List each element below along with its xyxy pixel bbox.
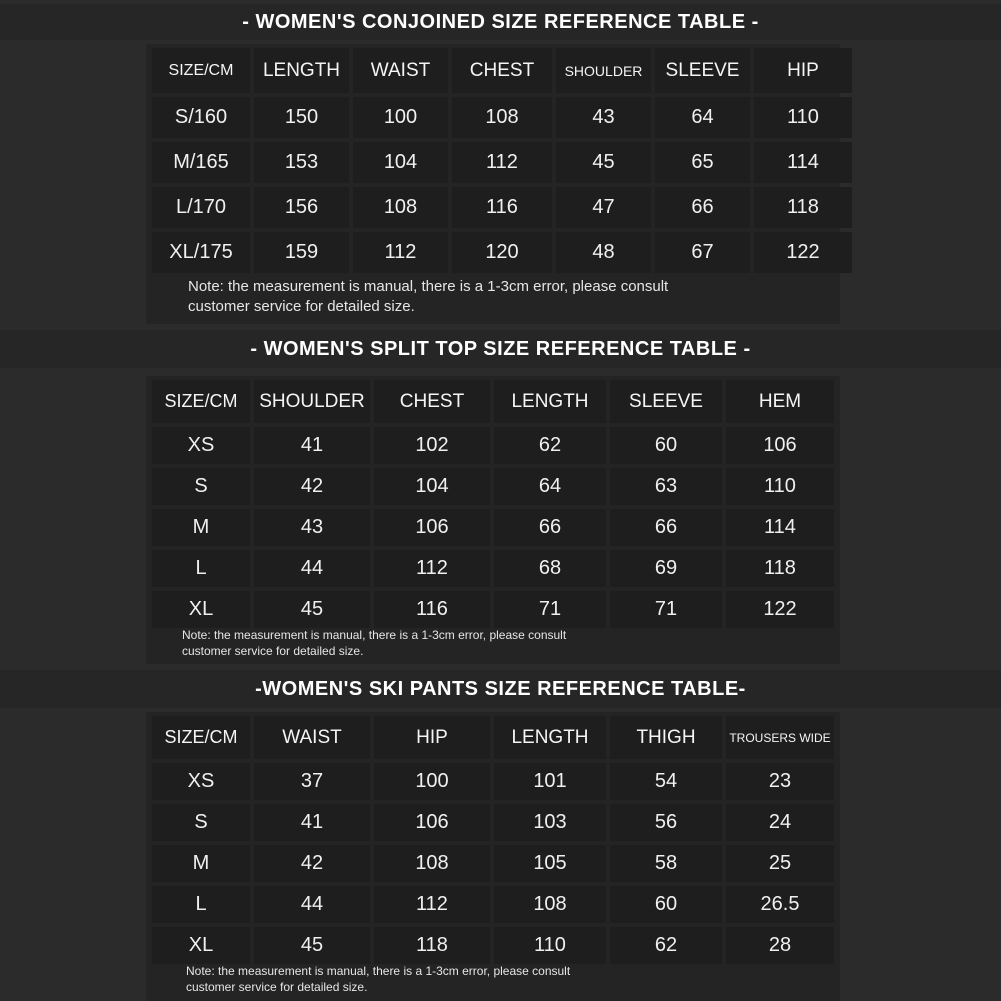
value-cell: 71 bbox=[494, 591, 606, 628]
header-cell: THIGH bbox=[610, 716, 722, 759]
value-cell: 108 bbox=[374, 845, 490, 882]
value-cell: 104 bbox=[374, 468, 490, 505]
size-cell: L bbox=[152, 886, 250, 923]
size-cell: XS bbox=[152, 763, 250, 800]
value-cell: 42 bbox=[254, 468, 370, 505]
header-cell: SIZE/CM bbox=[152, 48, 250, 93]
value-cell: 112 bbox=[374, 550, 490, 587]
value-cell: 120 bbox=[452, 232, 552, 273]
value-cell: 118 bbox=[374, 927, 490, 964]
value-cell: 104 bbox=[353, 142, 448, 183]
value-cell: 108 bbox=[353, 187, 448, 228]
value-cell: 100 bbox=[374, 763, 490, 800]
header-cell: SHOULDER bbox=[254, 380, 370, 423]
table-row bbox=[152, 927, 834, 964]
value-cell: 108 bbox=[494, 886, 606, 923]
size-cell: XS bbox=[152, 427, 250, 464]
value-cell: 106 bbox=[726, 427, 834, 464]
value-cell: 105 bbox=[494, 845, 606, 882]
header-cell: WAIST bbox=[353, 48, 448, 93]
table-row bbox=[152, 427, 834, 464]
value-cell: 110 bbox=[726, 468, 834, 505]
header-cell: SLEEVE bbox=[655, 48, 750, 93]
header-cell: SIZE/CM bbox=[152, 380, 250, 423]
header-cell: SHOULDER bbox=[556, 48, 651, 93]
value-cell: 43 bbox=[556, 97, 651, 138]
size-cell: S bbox=[152, 468, 250, 505]
header-cell: CHEST bbox=[374, 380, 490, 423]
size-cell: XL/175 bbox=[152, 232, 250, 273]
value-cell: 60 bbox=[610, 886, 722, 923]
value-cell: 48 bbox=[556, 232, 651, 273]
header-cell: TROUSERS WIDE bbox=[726, 716, 834, 759]
value-cell: 68 bbox=[494, 550, 606, 587]
value-cell: 45 bbox=[254, 927, 370, 964]
value-cell: 44 bbox=[254, 550, 370, 587]
value-cell: 25 bbox=[726, 845, 834, 882]
header-cell: WAIST bbox=[254, 716, 370, 759]
table-row bbox=[152, 187, 852, 228]
header-cell: LENGTH bbox=[494, 380, 606, 423]
value-cell: 41 bbox=[254, 804, 370, 841]
split-top-size-table bbox=[148, 376, 838, 632]
value-cell: 66 bbox=[655, 187, 750, 228]
value-cell: 58 bbox=[610, 845, 722, 882]
size-cell: S/160 bbox=[152, 97, 250, 138]
value-cell: 116 bbox=[374, 591, 490, 628]
header-cell: LENGTH bbox=[254, 48, 349, 93]
value-cell: 65 bbox=[655, 142, 750, 183]
table-header-row bbox=[152, 380, 834, 423]
table-header-row bbox=[152, 48, 852, 93]
value-cell: 114 bbox=[754, 142, 852, 183]
value-cell: 63 bbox=[610, 468, 722, 505]
value-cell: 23 bbox=[726, 763, 834, 800]
table-row bbox=[152, 591, 834, 628]
value-cell: 112 bbox=[353, 232, 448, 273]
size-cell: XL bbox=[152, 927, 250, 964]
value-cell: 71 bbox=[610, 591, 722, 628]
header-cell: SLEEVE bbox=[610, 380, 722, 423]
value-cell: 122 bbox=[726, 591, 834, 628]
table-row bbox=[152, 550, 834, 587]
size-cell: L/170 bbox=[152, 187, 250, 228]
table-row bbox=[152, 232, 852, 273]
value-cell: 47 bbox=[556, 187, 651, 228]
table-row bbox=[152, 142, 852, 183]
value-cell: 64 bbox=[655, 97, 750, 138]
header-cell: HEM bbox=[726, 380, 834, 423]
size-cell: S bbox=[152, 804, 250, 841]
value-cell: 108 bbox=[452, 97, 552, 138]
value-cell: 110 bbox=[754, 97, 852, 138]
value-cell: 66 bbox=[610, 509, 722, 546]
conjoined-table-note bbox=[188, 277, 828, 316]
size-cell: M bbox=[152, 845, 250, 882]
note-line: Note: the measurement is manual, there is a 1-3cm error, please consult bbox=[186, 964, 571, 978]
header-cell: HIP bbox=[374, 716, 490, 759]
value-cell: 110 bbox=[494, 927, 606, 964]
value-cell: 41 bbox=[254, 427, 370, 464]
header-cell: SIZE/CM bbox=[152, 716, 250, 759]
value-cell: 37 bbox=[254, 763, 370, 800]
header-cell: HIP bbox=[754, 48, 852, 93]
value-cell: 116 bbox=[452, 187, 552, 228]
size-cell: M/165 bbox=[152, 142, 250, 183]
table-row bbox=[152, 509, 834, 546]
header-cell: CHEST bbox=[452, 48, 552, 93]
value-cell: 56 bbox=[610, 804, 722, 841]
value-cell: 153 bbox=[254, 142, 349, 183]
value-cell: 45 bbox=[254, 591, 370, 628]
table-row bbox=[152, 97, 852, 138]
value-cell: 62 bbox=[494, 427, 606, 464]
note-line: Note: the measurement is manual, there is a 1-3cm error, please consult bbox=[182, 628, 567, 642]
value-cell: 112 bbox=[452, 142, 552, 183]
ski-pants-table-note bbox=[186, 964, 806, 995]
value-cell: 54 bbox=[610, 763, 722, 800]
value-cell: 24 bbox=[726, 804, 834, 841]
size-cell: M bbox=[152, 509, 250, 546]
value-cell: 100 bbox=[353, 97, 448, 138]
value-cell: 44 bbox=[254, 886, 370, 923]
value-cell: 64 bbox=[494, 468, 606, 505]
ski-pants-table-title: -WOMEN'S SKI PANTS SIZE REFERENCE TABLE- bbox=[0, 670, 1001, 708]
value-cell: 28 bbox=[726, 927, 834, 964]
value-cell: 106 bbox=[374, 804, 490, 841]
table-header-row bbox=[152, 716, 834, 759]
value-cell: 62 bbox=[610, 927, 722, 964]
note-line: customer service for detailed size. bbox=[182, 643, 364, 658]
value-cell: 43 bbox=[254, 509, 370, 546]
value-cell: 112 bbox=[374, 886, 490, 923]
value-cell: 66 bbox=[494, 509, 606, 546]
split-top-table-title: - WOMEN'S SPLIT TOP SIZE REFERENCE TABLE - bbox=[0, 330, 1001, 368]
ski-pants-size-table bbox=[148, 712, 838, 968]
value-cell: 122 bbox=[754, 232, 852, 273]
value-cell: 118 bbox=[726, 550, 834, 587]
value-cell: 106 bbox=[374, 509, 490, 546]
value-cell: 67 bbox=[655, 232, 750, 273]
value-cell: 60 bbox=[610, 427, 722, 464]
table-row bbox=[152, 468, 834, 505]
note-line: Note: the measurement is manual, there is a 1-3cm error, please consult bbox=[188, 278, 669, 295]
value-cell: 69 bbox=[610, 550, 722, 587]
value-cell: 45 bbox=[556, 142, 651, 183]
size-cell: XL bbox=[152, 591, 250, 628]
value-cell: 103 bbox=[494, 804, 606, 841]
header-cell: LENGTH bbox=[494, 716, 606, 759]
split-top-table-note bbox=[182, 628, 802, 659]
table-row bbox=[152, 845, 834, 882]
note-line: customer service for detailed size. bbox=[186, 979, 368, 994]
value-cell: 114 bbox=[726, 509, 834, 546]
value-cell: 26.5 bbox=[726, 886, 834, 923]
value-cell: 42 bbox=[254, 845, 370, 882]
value-cell: 118 bbox=[754, 187, 852, 228]
value-cell: 156 bbox=[254, 187, 349, 228]
conjoined-size-table bbox=[148, 44, 856, 277]
size-cell: L bbox=[152, 550, 250, 587]
note-line: customer service for detailed size. bbox=[188, 297, 415, 315]
value-cell: 159 bbox=[254, 232, 349, 273]
table-row bbox=[152, 886, 834, 923]
conjoined-table-title: - WOMEN'S CONJOINED SIZE REFERENCE TABLE - bbox=[0, 4, 1001, 40]
table-row bbox=[152, 763, 834, 800]
table-row bbox=[152, 804, 834, 841]
value-cell: 150 bbox=[254, 97, 349, 138]
value-cell: 101 bbox=[494, 763, 606, 800]
value-cell: 102 bbox=[374, 427, 490, 464]
